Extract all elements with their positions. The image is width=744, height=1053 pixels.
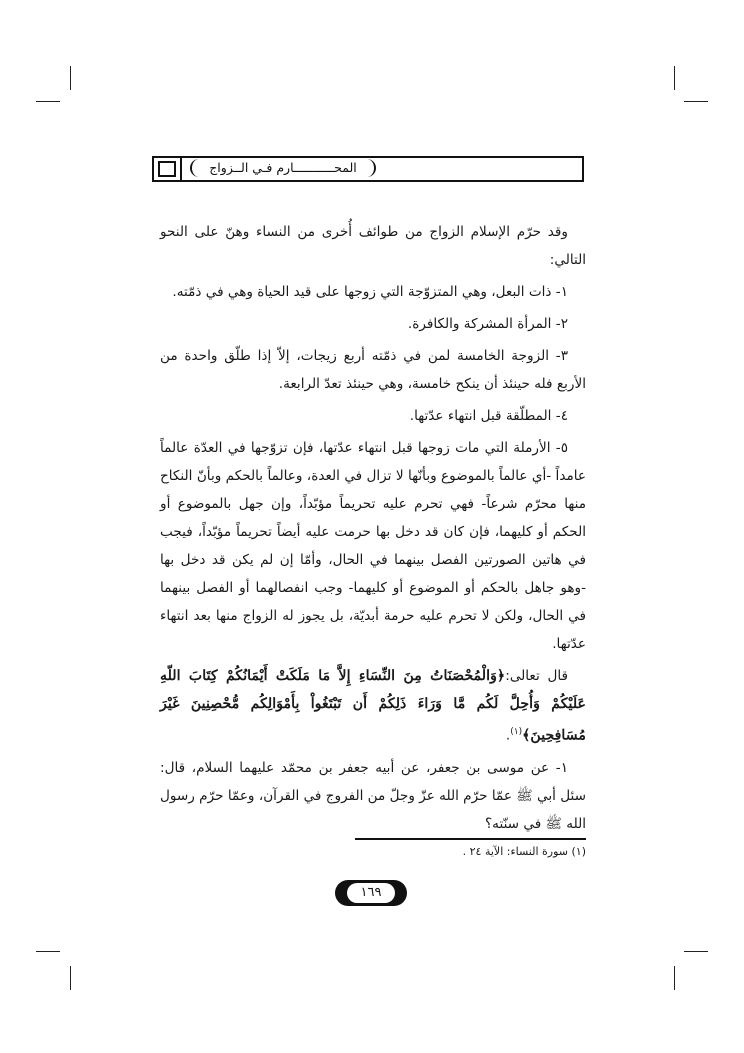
- crop-mark: [684, 101, 708, 102]
- crop-mark: [674, 66, 675, 90]
- quran-verse: ﴿وَالْمُحْصَنَاتُ مِنَ النِّسَاءِ إِلاَّ مَا مَلَكَتْ أَيْمَانُكُمْ كِتَابَ اللّهِ عَلَيْكُمْ وَأُحِلَّ لَكُم مَّا وَرَاءَ ذَلِكُمْ أَن تَبْتَغُواْ بِأَمْوَالِكُم مُّحْصِنِينَ غَيْرَ مُسَافِحِينَ﴾: [160, 668, 586, 744]
- paragraph: ٤- المطلّقة قبل انتهاء عدّتها.: [409, 408, 568, 424]
- paragraph: ١- ذات البعل، وهي المتزوّجة التي زوجها على قيد الحياة وهي في ذمّته.: [172, 284, 568, 300]
- footnote-rule: [355, 838, 586, 840]
- crop-mark: [684, 951, 708, 952]
- paragraph: ٣- الزوجة الخامسة لمن في ذمّته أربع زيجات، إلاّ إذا طلّق واحدة من الأربع فله حينئذ أن ينكح خامسة، وهي حينئذ تعدّ الرابعة.: [160, 348, 586, 392]
- paragraph: ٢- المرأة المشركة والكافرة.: [407, 316, 568, 332]
- hadith-paragraph: ١- عن موسى بن جعفر، عن أبيه جعفر بن محمّد عليهما السلام، قال: سئل أبي ﷺ عمّا حرّم الله عزّ وجلّ من الفروج في القرآن، وعمّا حرّم رسول الله ﷺ في سنّته؟: [160, 759, 586, 832]
- footnote-ref[interactable]: (١): [510, 727, 523, 737]
- crop-mark: [674, 966, 675, 990]
- page-number-badge: [335, 880, 407, 906]
- crop-mark: [70, 966, 71, 990]
- page-body: [160, 218, 586, 842]
- crop-mark: [70, 66, 71, 90]
- header-ornament-box: [152, 156, 182, 182]
- page-number: ١٦٩: [347, 883, 395, 903]
- running-header: [152, 156, 584, 182]
- footnote: (١) سورة النساء: الآية ٢٤ .: [462, 845, 586, 858]
- crop-mark: [36, 101, 60, 102]
- header-title: المحـــــــــــارم فـي الــزواج: [190, 159, 376, 177]
- verse-intro: قال تعالى:: [505, 668, 568, 684]
- paragraph: ٥- الأرملة التي مات زوجها قبل انتهاء عدّتها، فإن تزوّجها في العدّة عالماً عامداً -أي عالماً بالموضوع وبأنّها لا تزال في العدة، وعالماً بالحكم وبأنّ النكاح منها محرّم شرعاً- فهي تحرم عليه تحريماً مؤبّداً، وإن جهل بالموضوع أو الحكم أو كليهما، فإن كان قد دخل بها حرمت عليه أيضاً تحريماً مؤبّداً، فيجب في هاتين الصورتين الفصل بينهما في الحال، وأمّا إن لم يكن قد دخل بها -وهو جاهل بالحكم أو الموضوع أو كليهما- وجب انفصالهما أو الفصل بينهما في الحال، ولكن لا تحرم عليه حرمة أبديّة، بل يجوز له الزواج منها بعد انتهاء عدّتها.: [160, 440, 586, 652]
- verse-paragraph: [160, 662, 586, 750]
- verse-end: .: [505, 727, 511, 744]
- paragraph: وقد حرّم الإسلام الزواج من طوائف أُخرى من النساء وهنّ على النحو التالي:: [160, 224, 586, 268]
- crop-mark: [36, 951, 60, 952]
